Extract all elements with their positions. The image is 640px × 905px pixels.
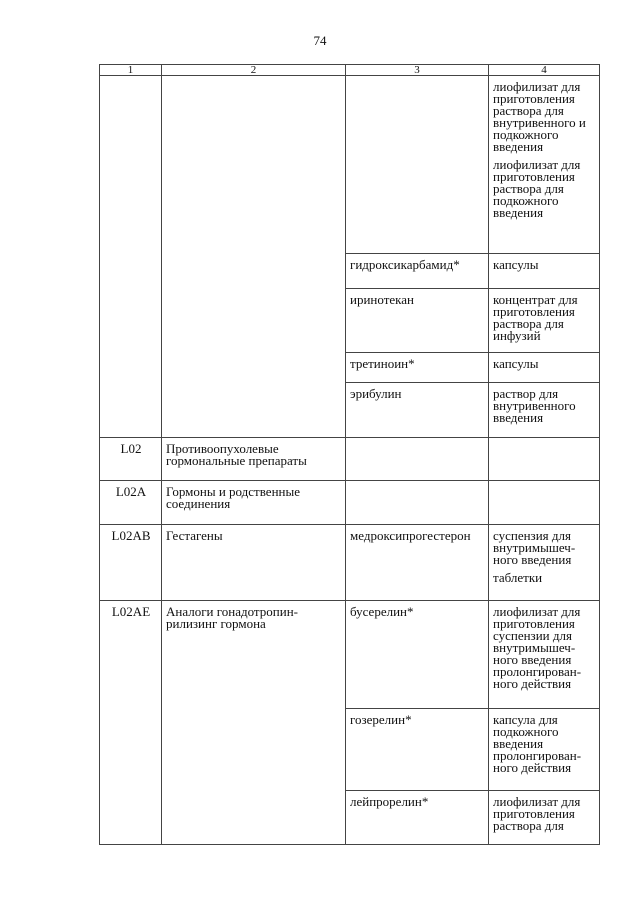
dosage-form-cell [489,254,600,289]
drug-table [99,64,600,845]
dosage-form: капсулы [493,356,539,371]
dosage-form: суспензия для внутримышеч-ного введения [493,528,576,567]
dosage-form: лиофилизат для приготовления суспензии для внутримышеч-ного введения пролонгирован-ного действия [493,604,582,691]
drug-name-cell: медроксипрогестерон [346,525,489,601]
dosage-form-cell [489,791,600,845]
dosage-form-cell [489,438,600,481]
dosage-form-cell [489,289,600,353]
column-header: 3 [346,65,489,76]
column-header: 1 [100,65,162,76]
dosage-form: концентрат для приготовления раствора для инфузий [493,292,578,343]
dosage-form-cell [489,709,600,791]
drug-name-cell [346,76,489,254]
dosage-form-cell [489,601,600,709]
drug-name-cell: лейпрорелин* [346,791,489,845]
dosage-form-cell [489,525,600,601]
drug-name-cell [346,481,489,525]
atc-code-cell: L02AE [100,601,162,845]
dosage-form: капсулы [493,257,539,272]
table-row [100,601,600,709]
atc-code-cell: L02 [100,438,162,481]
group-name-cell [162,76,346,438]
drug-name-cell: бусерелин* [346,601,489,709]
group-name-cell: Аналоги гонадотропин-рилизинг гормона [162,601,346,845]
drug-name-cell: эрибулин [346,383,489,438]
dosage-form-cell [489,76,600,254]
dosage-form: лиофилизат для приготовления раствора для [493,794,581,833]
dosage-form-cell [489,353,600,383]
table-row [100,481,600,525]
table-row [100,438,600,481]
dosage-form: лиофилизат для приготовления раствора для внутривенного и подкожного введения [493,79,586,154]
drug-name-cell: иринотекан [346,289,489,353]
column-header: 2 [162,65,346,76]
table-header-row [100,65,600,76]
group-name-cell: Гестагены [162,525,346,601]
atc-code-cell: L02A [100,481,162,525]
atc-code-cell [100,76,162,438]
atc-code-cell: L02AB [100,525,162,601]
group-name-cell: Гормоны и родственные соединения [162,481,346,525]
dosage-form-cell [489,383,600,438]
drug-name-cell: третиноин* [346,353,489,383]
dosage-form: капсула для подкожного введения пролонгирован-ного действия [493,712,582,775]
table-row [100,76,600,254]
table-row [100,525,600,601]
page-number: 74 [313,33,327,48]
dosage-form: таблетки [493,570,543,585]
dosage-form-cell [489,481,600,525]
drug-name-cell: гозерелин* [346,709,489,791]
column-header: 4 [489,65,600,76]
dosage-form: лиофилизат для приготовления раствора для подкожного введения [493,157,581,220]
dosage-form: раствор для внутривенного введения [493,386,576,425]
drug-name-cell [346,438,489,481]
group-name-cell: Противоопухолевые гормональные препараты [162,438,346,481]
drug-name-cell: гидроксикарбамид* [346,254,489,289]
